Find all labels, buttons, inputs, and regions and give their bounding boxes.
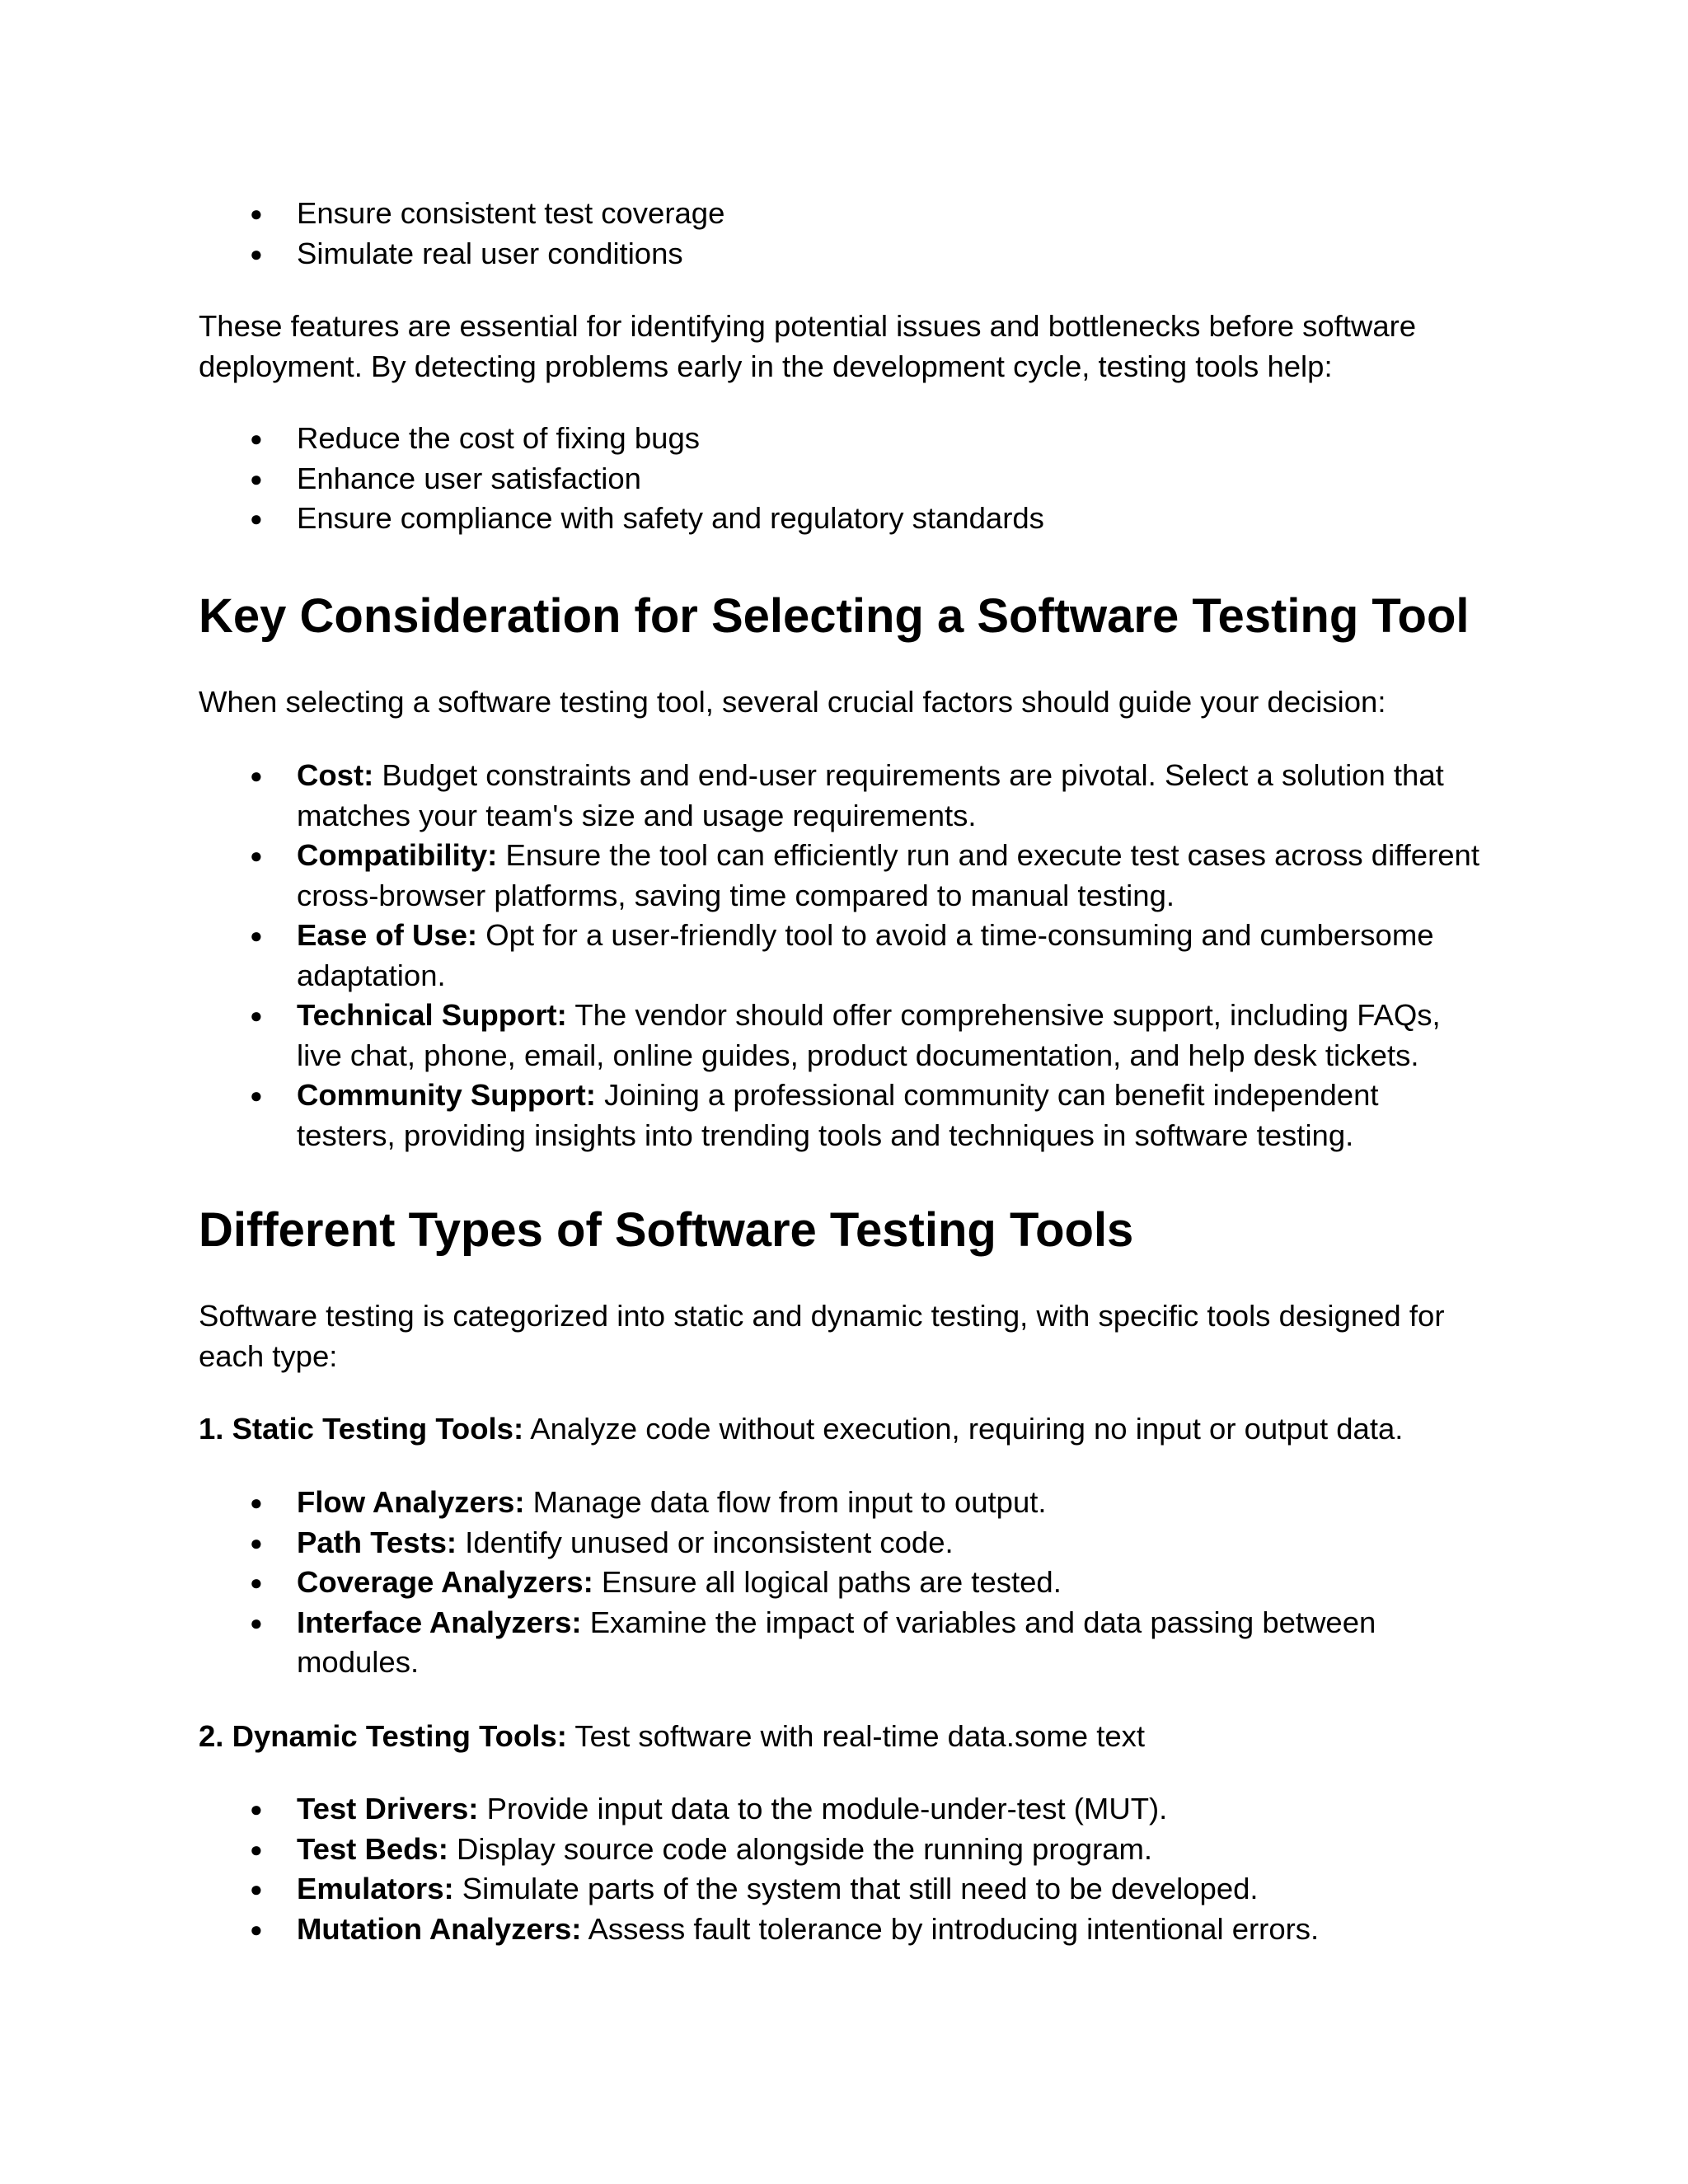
list-item-text: Manage data flow from input to output.: [524, 1485, 1047, 1519]
bullet-icon: ●: [250, 1490, 263, 1515]
coverage-bullet-list: [199, 194, 1484, 274]
list-item: [199, 996, 1484, 1076]
list-item-term: Technical Support:: [297, 998, 567, 1032]
list-item-text: The vendor should offer comprehensive support, including FAQs, live chat, phone, email, online guides, product documentation, and help desk tickets.: [297, 998, 1441, 1072]
dynamic-tools-bullet-list: [199, 1789, 1484, 1949]
list-item: [199, 1869, 1484, 1910]
list-item-term: Mutation Analyzers:: [297, 1911, 582, 1946]
static-tools-term: 1. Static Testing Tools:: [199, 1412, 524, 1446]
bullet-icon: ●: [250, 923, 263, 948]
list-item: [199, 1910, 1484, 1950]
dynamic-tools-paragraph: [199, 1717, 1484, 1757]
list-item: [199, 756, 1484, 836]
bullet-icon: ●: [250, 506, 263, 531]
list-item-text: Examine the impact of variables and data passing between modules.: [297, 1605, 1376, 1679]
bullet-icon: ●: [250, 1570, 263, 1595]
list-item: [199, 1483, 1484, 1523]
list-item-text: Identify unused or inconsistent code.: [457, 1525, 954, 1559]
list-item-text: Simulate real user conditions: [297, 236, 683, 270]
list-item-term: Test Drivers:: [297, 1792, 479, 1825]
list-item-text: Simulate parts of the system that still need to be developed.: [453, 1872, 1259, 1905]
list-item: [199, 916, 1484, 996]
selection-intro-paragraph: When selecting a software testing tool, several crucial factors should guide your decision:: [199, 685, 1386, 719]
list-item-text: Ensure the tool can efficiently run and execute test cases across different cross-browser platforms, saving time compared to manual testing.: [297, 838, 1479, 912]
bullet-icon: ●: [250, 201, 263, 226]
bullet-icon: ●: [250, 466, 263, 491]
bullet-icon: ●: [250, 1877, 263, 1901]
bullet-icon: ●: [250, 843, 263, 868]
static-tools-bullet-list: [199, 1483, 1484, 1683]
list-item-text: Budget constraints and end-user requirements are pivotal. Select a solution that matches your team's size and usage requirements.: [297, 758, 1444, 832]
section-heading-types: Different Types of Software Testing Tools: [199, 1203, 1134, 1257]
list-item-term: Compatibility:: [297, 838, 498, 872]
list-item: [199, 234, 1484, 274]
list-item-term: Interface Analyzers:: [297, 1605, 582, 1639]
bullet-icon: ●: [250, 426, 263, 451]
list-item-text: Assess fault tolerance by introducing intentional errors.: [581, 1911, 1320, 1946]
list-item-term: Community Support:: [297, 1078, 596, 1112]
list-item: [199, 1523, 1484, 1563]
static-tools-paragraph: [199, 1409, 1484, 1450]
bullet-icon: ●: [250, 763, 263, 788]
considerations-bullet-list: [199, 756, 1484, 1155]
types-intro-paragraph: Software testing is categorized into static and dynamic testing, with specific tools designed for each type:: [199, 1299, 1445, 1373]
list-item: [199, 459, 1484, 499]
list-item-text: Enhance user satisfaction: [297, 461, 641, 495]
list-item-text: Joining a professional community can benefit independent testers, providing insights into trending tools and techniques in software testing.: [297, 1078, 1379, 1152]
benefits-bullet-list: [199, 419, 1484, 539]
list-item-text: Ensure compliance with safety and regulatory standards: [297, 501, 1044, 535]
list-item: [199, 1603, 1484, 1683]
list-item: [199, 1830, 1484, 1870]
list-item: [199, 194, 1484, 234]
list-item-term: Coverage Analyzers:: [297, 1565, 593, 1599]
list-item: [199, 1076, 1484, 1155]
list-item: [199, 1563, 1484, 1603]
features-paragraph: These features are essential for identifying potential issues and bottlenecks before software deployment. By detecting problems early in the development cycle, testing tools help:: [199, 309, 1417, 383]
bullet-icon: ●: [250, 1836, 263, 1862]
list-item-text: Provide input data to the module-under-test (MUT).: [478, 1792, 1168, 1825]
list-item-term: Ease of Use:: [297, 918, 478, 952]
static-tools-text: Analyze code without execution, requiring no input or output data.: [523, 1412, 1404, 1446]
list-item-text: Display source code alongside the running program.: [448, 1831, 1153, 1866]
dynamic-tools-term: 2. Dynamic Testing Tools:: [199, 1719, 567, 1753]
list-item: [199, 499, 1484, 539]
list-item-text: Ensure all logical paths are tested.: [593, 1565, 1062, 1599]
list-item: [199, 419, 1484, 459]
section-heading-key-considerations: Key Consideration for Selecting a Software Testing Tool: [199, 589, 1470, 643]
list-item-text: Opt for a user-friendly tool to avoid a time-consuming and cumbersome adaptation.: [297, 918, 1434, 992]
dynamic-tools-text: Test software with real-time data.some text: [566, 1719, 1146, 1753]
list-item: [199, 836, 1484, 916]
bullet-icon: ●: [250, 241, 263, 266]
bullet-icon: ●: [250, 1083, 263, 1108]
bullet-icon: ●: [250, 1003, 263, 1028]
list-item-term: Flow Analyzers:: [297, 1485, 525, 1519]
bullet-icon: ●: [250, 1530, 263, 1555]
list-item-text: Reduce the cost of fixing bugs: [297, 421, 700, 455]
list-item-term: Path Tests:: [297, 1525, 457, 1559]
list-item-term: Emulators:: [297, 1872, 454, 1905]
list-item-term: Cost:: [297, 758, 374, 792]
bullet-icon: ●: [250, 1610, 263, 1635]
list-item-term: Test Beds:: [297, 1831, 448, 1866]
bullet-icon: ●: [250, 1916, 263, 1942]
bullet-icon: ●: [250, 1797, 263, 1821]
list-item: [199, 1789, 1484, 1830]
list-item-text: Ensure consistent test coverage: [297, 196, 725, 230]
